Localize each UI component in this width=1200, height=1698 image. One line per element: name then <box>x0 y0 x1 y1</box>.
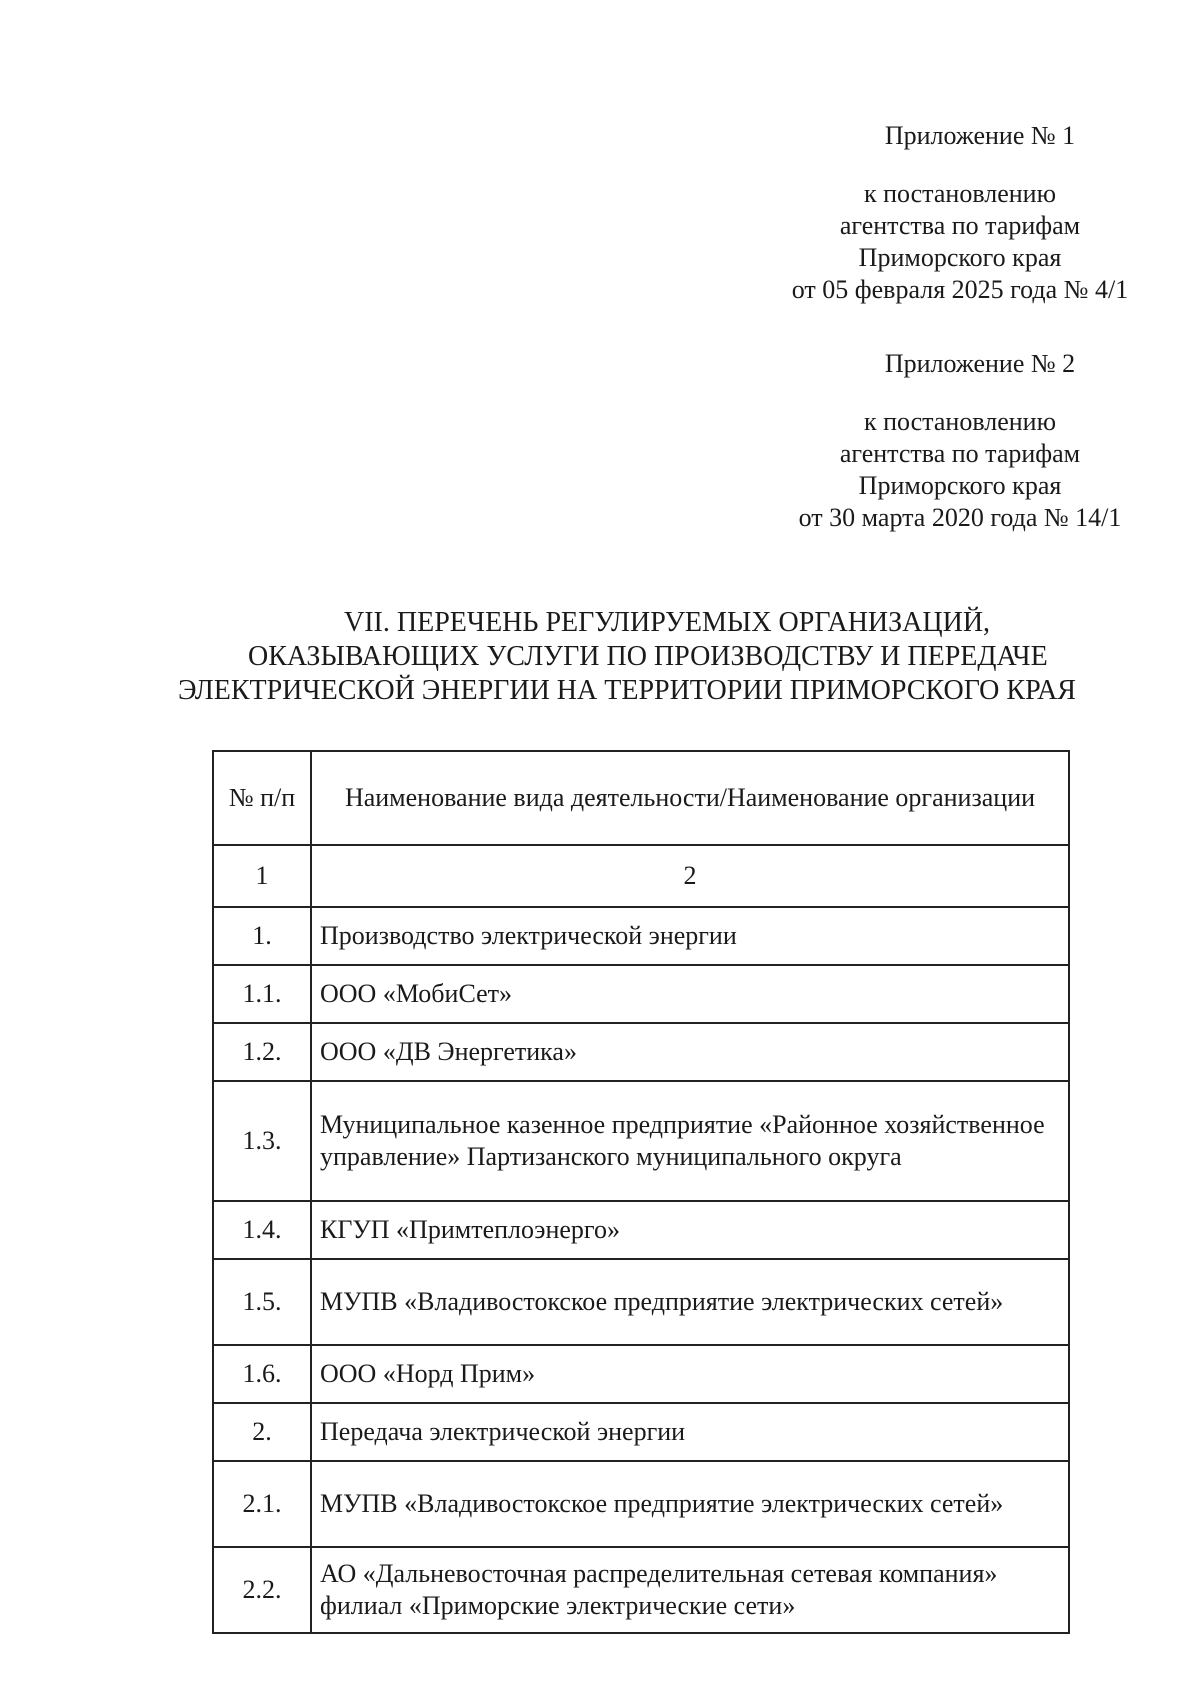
column-number-row <box>213 845 1069 907</box>
row-number: 1.1. <box>213 965 311 1023</box>
section-heading-line: ОКАЗЫВАЮЩИХ УСЛУГИ ПО ПРОИЗВОДСТВУ И ПЕРЕДАЧЕ <box>248 641 1048 672</box>
appendix-2-title: Приложение № 2 <box>884 349 1076 378</box>
row-number: 2.2. <box>213 1547 311 1633</box>
row-number: 1.4. <box>213 1201 311 1259</box>
column-header-name: Наименование вида деятельности/Наименование организации <box>311 751 1069 845</box>
table-row <box>213 1403 1069 1461</box>
appendix-2-line: от 30 марта 2020 года № 14/1 <box>798 503 1122 532</box>
section-heading-line: ЭЛЕКТРИЧЕСКОЙ ЭНЕРГИИ НА ТЕРРИТОРИИ ПРИМОРСКОГО КРАЯ <box>178 675 1076 706</box>
row-number: 1.6. <box>213 1345 311 1403</box>
row-number: 1. <box>213 907 311 965</box>
row-number: 1.5. <box>213 1259 311 1345</box>
appendix-1-line: к постановлению <box>863 179 1057 208</box>
row-name: МУПВ «Владивостокское предприятие электрических сетей» <box>311 1259 1069 1345</box>
row-name: ООО «ДВ Энергетика» <box>311 1023 1069 1081</box>
table-row <box>213 907 1069 965</box>
appendix-1-title: Приложение № 1 <box>884 121 1076 150</box>
row-number: 1.3. <box>213 1081 311 1201</box>
appendix-2-line: агентства по тарифам <box>839 439 1081 468</box>
row-number: 1.2. <box>213 1023 311 1081</box>
row-name: МУПВ «Владивостокское предприятие электрических сетей» <box>311 1461 1069 1547</box>
appendix-1-line: агентства по тарифам <box>839 211 1081 240</box>
table-row <box>213 1345 1069 1403</box>
appendix-2-line: к постановлению <box>863 407 1057 436</box>
column-number-cell: 1 <box>213 845 311 907</box>
table-row <box>213 1081 1069 1201</box>
appendix-2-block <box>740 348 1180 534</box>
table-row <box>213 1259 1069 1345</box>
row-number: 2. <box>213 1403 311 1461</box>
appendix-1-block <box>740 120 1180 306</box>
organizations-table <box>212 750 1070 1634</box>
row-name: АО «Дальневосточная распределительная сетевая компания» филиал «Приморские электрические сети» <box>311 1547 1069 1633</box>
table-row <box>213 965 1069 1023</box>
table-row <box>213 1461 1069 1547</box>
row-name: КГУП «Примтеплоэнерго» <box>311 1201 1069 1259</box>
appendix-1-line: Приморского края <box>858 243 1062 272</box>
table-row <box>213 1023 1069 1081</box>
row-name: Производство электрической энергии <box>311 907 1069 965</box>
appendix-1-line: от 05 февраля 2025 года № 4/1 <box>791 275 1129 304</box>
row-name: ООО «Норд Прим» <box>311 1345 1069 1403</box>
table-row <box>213 1201 1069 1259</box>
appendix-2-line: Приморского края <box>858 471 1062 500</box>
section-heading-line: VII. ПЕРЕЧЕНЬ РЕГУЛИРУЕМЫХ ОРГАНИЗАЦИЙ, <box>344 607 991 638</box>
table-header-row <box>213 751 1069 845</box>
column-header-number: № п/п <box>213 751 311 845</box>
table-row <box>213 1547 1069 1633</box>
column-number-cell: 2 <box>311 845 1069 907</box>
row-name: Муниципальное казенное предприятие «Районное хозяйственное управление» Партизанского муниципального округа <box>311 1081 1069 1201</box>
row-name: ООО «МобиСет» <box>311 965 1069 1023</box>
row-name: Передача электрической энергии <box>311 1403 1069 1461</box>
row-number: 2.1. <box>213 1461 311 1547</box>
section-heading <box>140 606 1100 708</box>
